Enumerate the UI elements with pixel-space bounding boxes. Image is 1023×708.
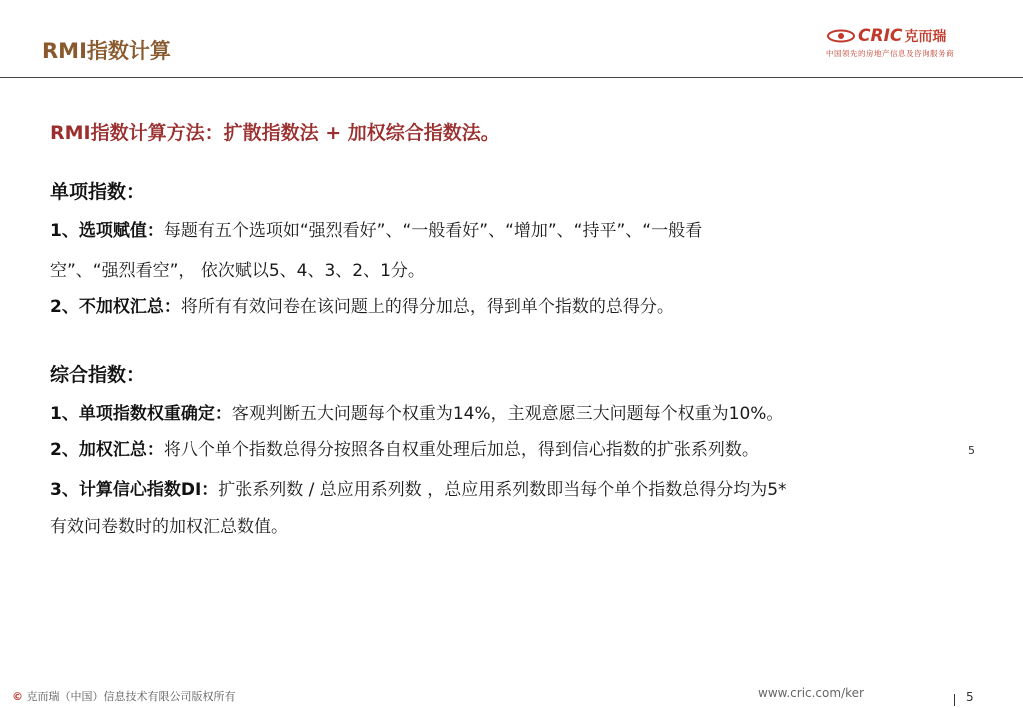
footer-url: www.cric.com/ker xyxy=(758,686,864,700)
footer-separator xyxy=(954,694,955,706)
item-label: 1、选项赋值： xyxy=(50,221,164,241)
item-text: 将八个单个指数总得分按照各自权重处理后加总，得到信心指数的扩张系列数。 xyxy=(163,440,759,460)
item-text: 客观判断五大问题每个权重为14%，主观意愿三大问题每个权重为10%。 xyxy=(231,404,784,424)
item-label: 3、计算信心指数DI： xyxy=(50,480,219,500)
page-title: RMI指数计算 xyxy=(42,39,171,63)
single-index-item-1-cont: 空”、“强烈看空”， 依次赋以5、4、3、2、1分。 xyxy=(50,261,425,281)
composite-index-heading: 综合指数： xyxy=(50,364,146,386)
item-text: 扩张系列数 / 总应用系列数 ，总应用系列数即当每个单个指数总得分均为5* xyxy=(218,480,787,500)
copyright-icon: © xyxy=(12,690,23,703)
composite-index-item-3-cont: 有效问卷数时的加权汇总数值。 xyxy=(50,517,288,537)
logo-tagline: 中国领先的房地产信息及咨询服务商 xyxy=(826,49,954,58)
item-label: 1、单项指数权重确定： xyxy=(50,404,232,424)
copyright-text: 克而瑞（中国）信息技术有限公司版权所有 xyxy=(26,690,236,703)
header-divider xyxy=(0,77,1023,78)
cric-logo xyxy=(826,26,986,62)
side-page-number: 5 xyxy=(968,444,975,457)
composite-index-item-1 xyxy=(50,399,783,424)
item-label: 2、加权汇总： xyxy=(50,440,164,460)
composite-index-item-3 xyxy=(50,475,787,500)
logo-brand: CRIC xyxy=(858,26,903,46)
single-index-item-2 xyxy=(50,292,674,317)
footer-page-number: 5 xyxy=(966,690,974,704)
item-label: 2、不加权汇总： xyxy=(50,297,181,317)
single-index-heading: 单项指数： xyxy=(50,181,146,203)
composite-index-item-2 xyxy=(50,435,759,460)
eye-logo-icon xyxy=(826,29,856,43)
footer-copyright xyxy=(12,688,236,704)
logo-brand-cn: 克而瑞 xyxy=(904,29,947,45)
method-title: RMI指数计算方法：扩散指数法 + 加权综合指数法。 xyxy=(50,122,500,144)
single-index-item-1 xyxy=(50,216,702,241)
item-text: 每题有五个选项如“强烈看好”、“一般看好”、“增加”、“持平”、“一般看 xyxy=(163,221,703,241)
item-text: 将所有有效问卷在该问题上的得分加总，得到单个指数的总得分。 xyxy=(180,297,674,317)
